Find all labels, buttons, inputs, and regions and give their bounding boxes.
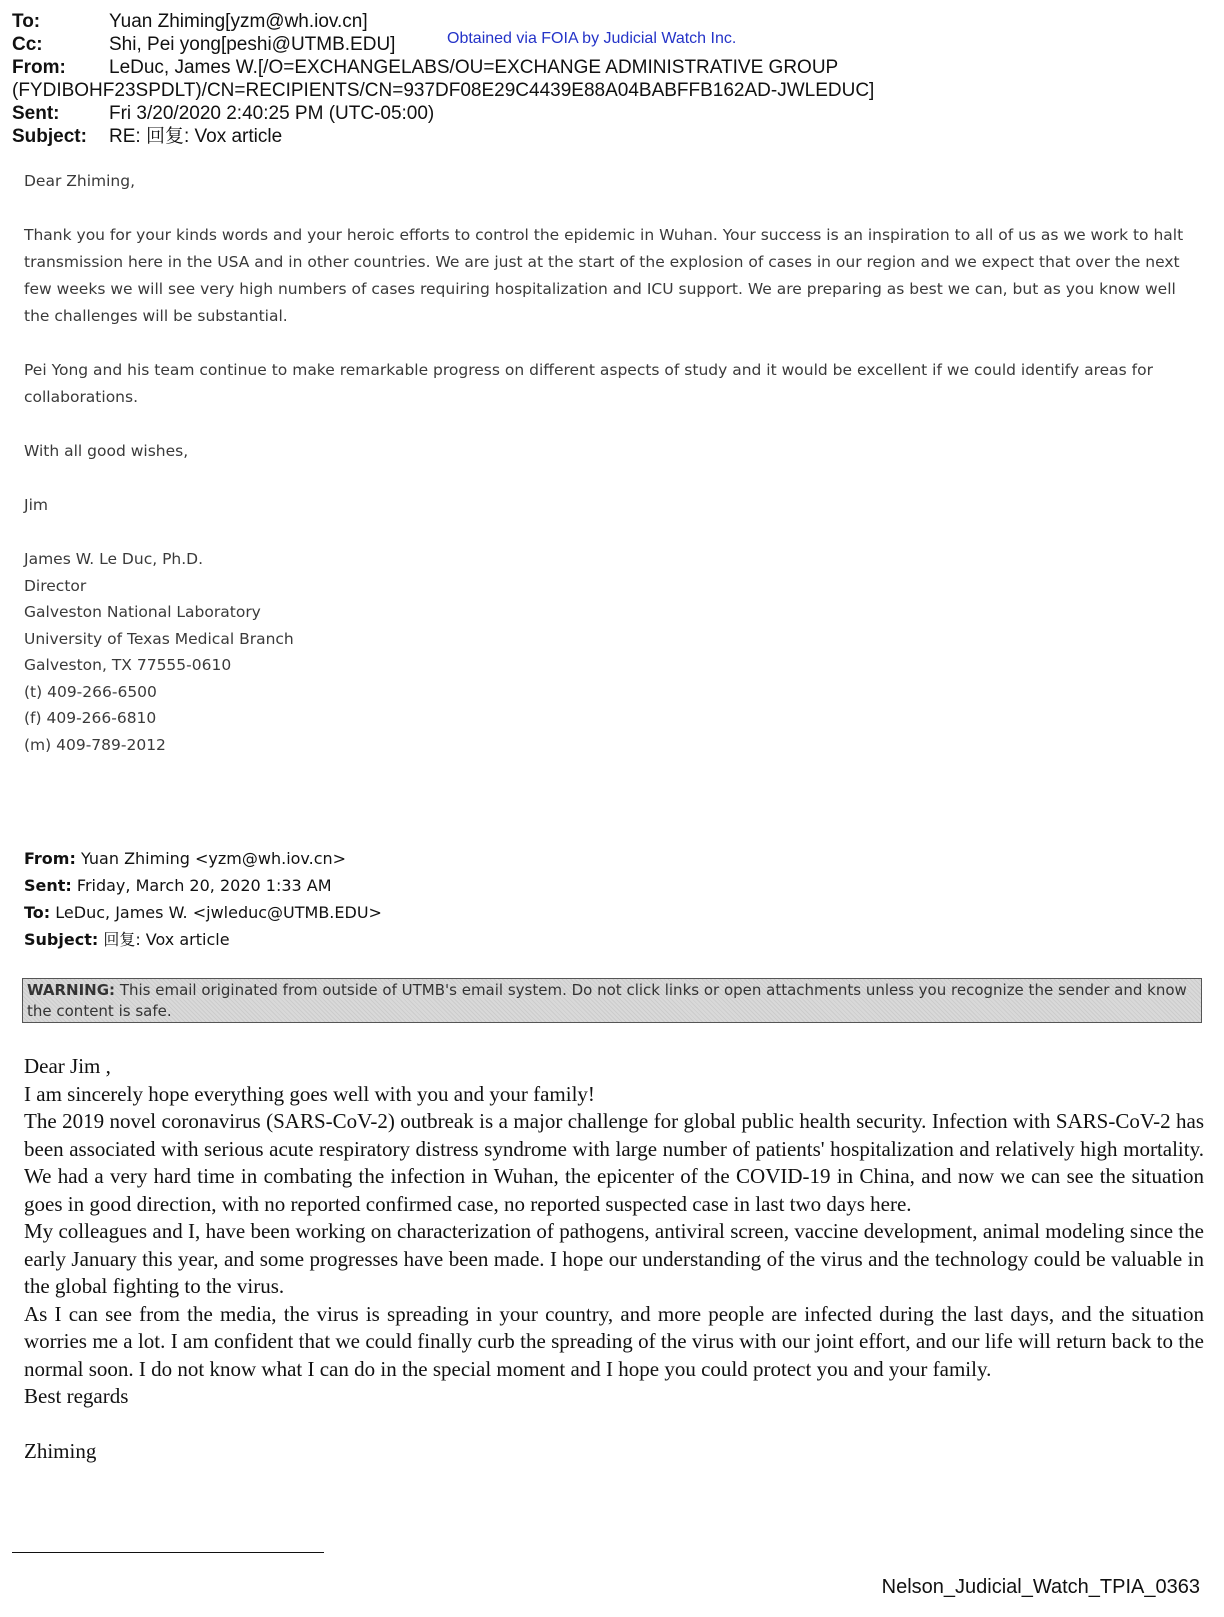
paragraph-gap [24,1411,1204,1438]
to-value: Yuan Zhiming[yzm@wh.iov.cn] [109,11,368,32]
sent-label: Sent: [12,103,60,124]
original-closing: Best regards [24,1384,129,1408]
subject-row [12,125,1202,148]
foia-watermark: Obtained via FOIA by Judicial Watch Inc. [447,30,737,47]
signature-address: Galveston, TX 77555-0610 [24,656,232,674]
external-email-warning-banner [22,978,1202,1023]
subject-value: RE: 回复: Vox article [109,126,283,147]
bates-page-id: Nelson_Judicial_Watch_TPIA_0363 [881,1576,1200,1598]
signature-title: Director [24,576,87,595]
original-greeting: Dear Jim , [24,1054,111,1078]
forwarded-to-label: To: [24,903,51,922]
forwarded-from-row [24,845,382,872]
forwarded-subject-label: Subject: [24,930,99,949]
signature-phone-f: (f) 409-266-6810 [24,709,157,727]
from-row [12,56,1202,79]
original-paragraph-2: My colleagues and I, have been working on characterization of pathogens, antiviral screen, vaccine development, animal modeling since the early January this year, and some progresses have been made. I hope our understanding of the virus and the technology could be valuable in the global fighting to the virus. [24,1219,1204,1298]
reply-sender-name: Jim [24,496,48,514]
subject-label: Subject: [12,126,87,147]
forwarded-header [24,845,382,953]
forwarded-sent-row [24,872,382,899]
sent-value: Fri 3/20/2020 2:40:25 PM (UTC-05:00) [109,103,435,124]
forwarded-from-value: Yuan Zhiming <yzm@wh.iov.cn> [80,849,347,868]
forwarded-to-value: LeDuc, James W. <jwleduc@UTMB.EDU> [55,903,382,922]
reply-body [24,168,1204,758]
original-sender-name: Zhiming [24,1438,97,1463]
sent-row [12,102,1202,125]
from-label: From: [12,57,66,78]
reply-closing: With all good wishes, [24,442,189,460]
original-message-body [24,1053,1204,1465]
forwarded-to-row [24,899,382,926]
footer-divider [12,1552,324,1553]
forwarded-subject-value: 回复: Vox article [103,930,230,949]
signature-university: University of Texas Medical Branch [24,629,294,648]
signature-block [24,546,1204,758]
warning-text: This email originated from outside of UTMB's email system. Do not click links or open attachments unless you recognize the sender and know the content is safe. [27,981,1187,1020]
original-paragraph-3: As I can see from the media, the virus is spreading in your country, and more people are infected during the last days, and the situation worries me a lot. I am confident that we could finally curb the spreading of the virus with our joint effort, and our life will return back to the normal soon. I do not know what I can do in the special moment and I hope you could protect you and your family. [24,1301,1204,1381]
signature-org: Galveston National Laboratory [24,603,261,621]
signature-name: James W. Le Duc, Ph.D. [24,550,204,568]
forwarded-sent-value: Friday, March 20, 2020 1:33 AM [76,876,332,895]
from-value: LeDuc, James W.[/O=EXCHANGELABS/OU=EXCHANGE ADMINISTRATIVE GROUP [109,57,839,78]
to-label: To: [12,11,41,32]
cc-value: Shi, Pei yong[peshi@UTMB.EDU] [109,34,396,55]
warning-label: WARNING: [27,981,116,999]
reply-paragraph-2: Pei Yong and his team continue to make remarkable progress on different aspects of study and it would be excellent if we could identify areas for collaborations. [24,361,1153,406]
original-paragraph-1: The 2019 novel coronavirus (SARS-CoV-2) outbreak is a major challenge for global public health security. Infection with SARS-CoV-2 has been associated with serious acute respiratory distress syndrome with large number of patients' hospitalization and relatively high mortality. We had a very hard time in combating the infection in Wuhan, the epicenter of the COVID-19 in China, and now we can see the situation goes in good direction, with no reported confirmed case, no reported suspected case in last two days here. [24,1109,1204,1216]
from-value-continued: (FYDIBOHF23SPDLT)/CN=RECIPIENTS/CN=937DF08E29C4439E88A04BABFFB162AD-JWLEDUC] [12,80,875,101]
forwarded-sent-label: Sent: [24,876,72,895]
original-line-1: I am sincerely hope everything goes well with you and your family! [24,1081,595,1106]
forwarded-from-label: From: [24,849,76,868]
reply-greeting: Dear Zhiming, [24,172,136,190]
signature-phone-t: (t) 409-266-6500 [24,682,157,701]
forwarded-subject-row [24,926,382,953]
cc-label: Cc: [12,34,43,55]
signature-phone-m: (m) 409-789-2012 [24,735,166,754]
reply-paragraph-1: Thank you for your kinds words and your heroic efforts to control the epidemic in Wuhan. Your success is an inspiration to all of us as we work to halt transmission here in the USA and in other countries. We are just at the start of the explosion of cases in our region and we expect that over the next few weeks we will see very high numbers of cases requiring hospitalization and ICU support. We are preparing as best we can, but as you know well the challenges will be substantial. [24,226,1184,325]
